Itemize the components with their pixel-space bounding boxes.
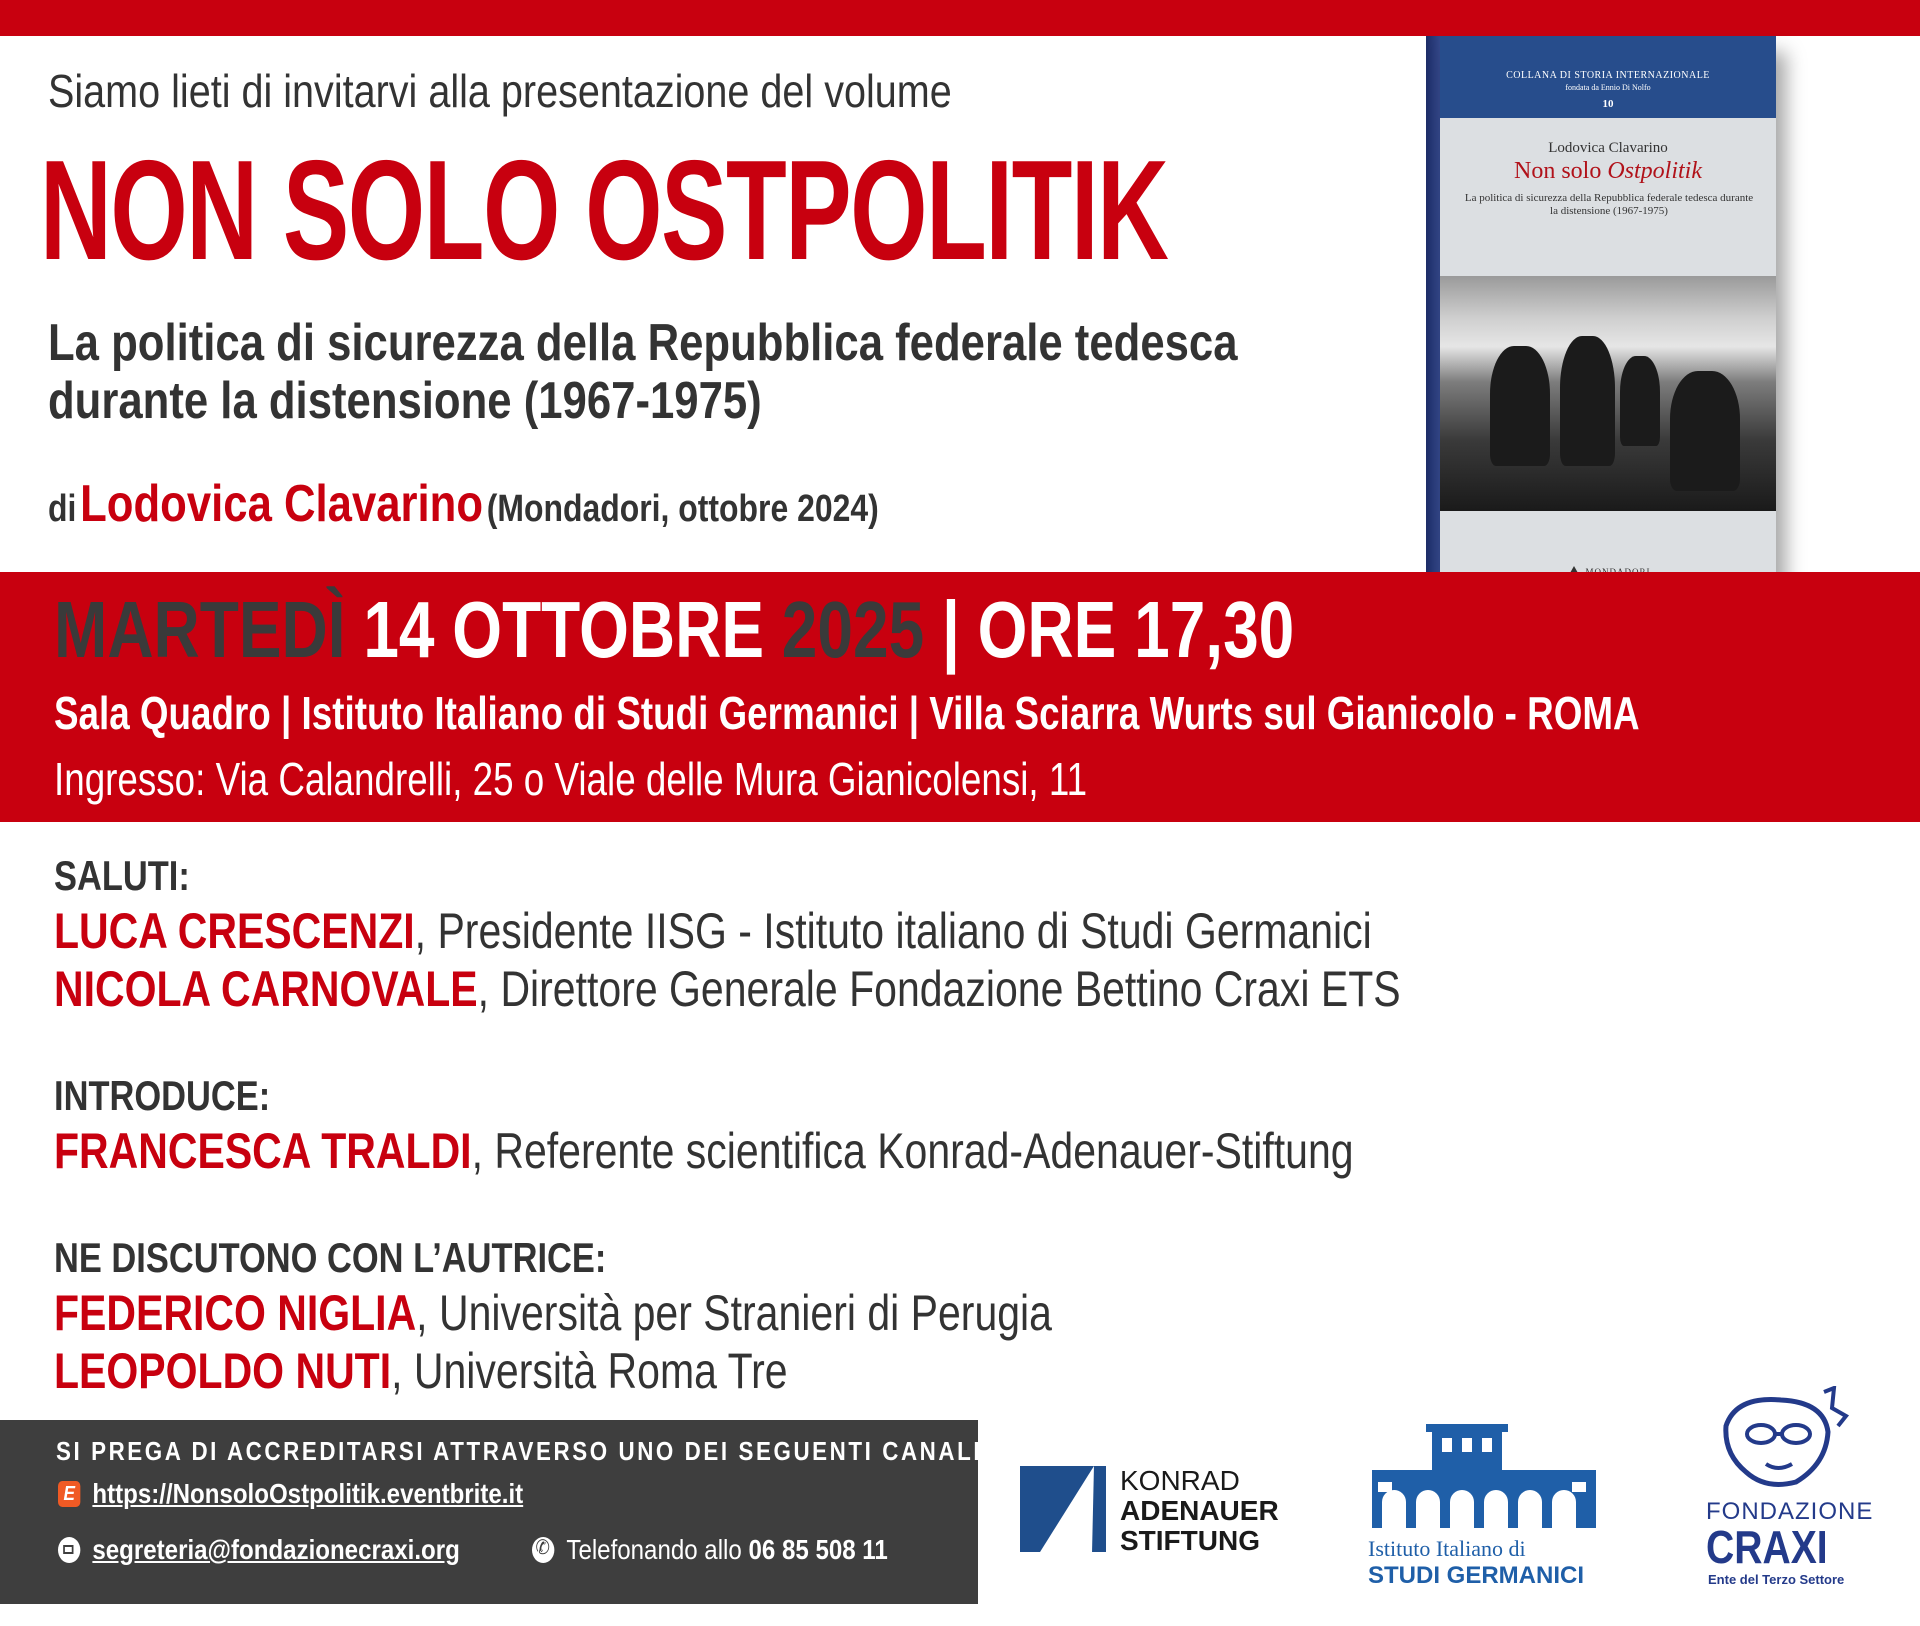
cover-title xyxy=(1440,158,1776,185)
book-spine xyxy=(1426,36,1440,624)
phone-label: Telefonando allo xyxy=(566,1534,742,1565)
top-red-bar xyxy=(0,0,1920,36)
subtitle-line-2: durante la distensione (1967-1975) xyxy=(48,372,762,430)
speaker-name: FEDERICO NIGLIA xyxy=(54,1285,417,1341)
speaker-role: , Direttore Generale Fondazione Bettino Craxi ETS xyxy=(477,961,1401,1017)
publisher-info: (Mondadori, ottobre 2024) xyxy=(486,488,879,530)
craxi-line-2: CRAXI xyxy=(1706,1521,1828,1573)
cover-series-band xyxy=(1440,36,1776,118)
cover-author: Lodovica Clavarino xyxy=(1548,140,1668,156)
cover-title-italic: Ostpolitik xyxy=(1607,158,1702,184)
byline xyxy=(48,474,879,534)
event-time: | ORE 17,30 xyxy=(941,585,1295,674)
book-cover xyxy=(1440,36,1776,624)
kas-mark-icon xyxy=(1020,1466,1106,1552)
kas-wordmark xyxy=(1120,1466,1279,1556)
speaker-name: FRANCESCA TRALDI xyxy=(54,1123,472,1179)
kas-line-1: KONRAD xyxy=(1120,1465,1240,1496)
phone-icon xyxy=(532,1537,554,1563)
book-title: NON SOLO OSTPOLITIK xyxy=(40,131,1168,290)
event-year: 2025 xyxy=(781,585,925,674)
intro-heading: INTRODUCE: xyxy=(54,1072,271,1119)
speaker-role: , Presidente IISG - Istituto italiano di Studi Germanici xyxy=(414,903,1372,959)
cover-number: 10 xyxy=(1602,98,1614,110)
registration-heading: SI PREGA DI ACCREDITARSI ATTRAVERSO UNO DEI SEGUENTI CANALI: xyxy=(56,1436,993,1466)
eventbrite-link[interactable]: https://NonsoloOstpolitik.eventbrite.it xyxy=(92,1478,524,1509)
event-day: MARTEDÌ xyxy=(54,585,346,674)
speaker xyxy=(54,960,1401,1018)
email-link[interactable]: segreteria@fondazionecraxi.org xyxy=(92,1534,460,1565)
iisg-line-2: STUDI GERMANICI xyxy=(1368,1562,1584,1589)
subtitle-line-1: La politica di sicurezza della Repubblica federale tedesca xyxy=(48,314,1238,372)
speaker-role: , Università Roma Tre xyxy=(391,1343,788,1399)
speaker xyxy=(54,1122,1401,1180)
konrad-adenauer-logo xyxy=(1020,1466,1300,1556)
discussants-heading: NE DISCUTONO CON L’AUTRICE: xyxy=(54,1234,607,1281)
speaker-role: , Università per Stranieri di Perugia xyxy=(416,1285,1052,1341)
villa-building-icon xyxy=(1372,1422,1596,1528)
invitation-intro: Siamo lieti di invitarvi alla presentazione del volume xyxy=(48,65,952,117)
fondazione-craxi-logo xyxy=(1700,1386,1874,1596)
speaker-name: LUCA CRESCENZI xyxy=(54,903,415,959)
event-entrance: Ingresso: Via Calandrelli, 25 o Viale delle Mura Gianicolensi, 11 xyxy=(54,753,1088,805)
phone-row xyxy=(532,1534,888,1566)
cover-series: COLLANA DI STORIA INTERNAZIONALE xyxy=(1506,70,1710,81)
event-datetime xyxy=(54,585,1295,674)
greetings-heading: SALUTI: xyxy=(54,852,190,899)
craxi-line-1: FONDAZIONE xyxy=(1706,1498,1874,1525)
cover-photo xyxy=(1440,276,1776,511)
email-row xyxy=(58,1534,460,1566)
iisg-logo xyxy=(1364,1422,1604,1592)
email-icon xyxy=(58,1537,80,1563)
speaker-name: NICOLA CARNOVALE xyxy=(54,961,478,1017)
cover-founder: fondata da Ennio Di Nolfo xyxy=(1565,83,1651,92)
event-venue: Sala Quadro | Istituto Italiano di Studi Germanici | Villa Sciarra Wurts sul Gianicolo - ROMA xyxy=(54,687,1640,739)
cover-title-plain: Non solo xyxy=(1513,158,1602,184)
phone-number[interactable]: 06 85 508 11 xyxy=(748,1534,888,1565)
kas-line-3: STIFTUNG xyxy=(1120,1525,1260,1556)
program xyxy=(54,850,1401,1400)
craxi-portrait-icon xyxy=(1706,1386,1856,1496)
speaker xyxy=(54,1284,1401,1342)
kas-line-2: ADENAUER xyxy=(1120,1495,1279,1526)
book-cover-image xyxy=(1426,36,1790,656)
speaker xyxy=(54,1342,1401,1400)
byline-by: di xyxy=(48,488,77,530)
author-name: Lodovica Clavarino xyxy=(80,475,484,533)
speaker-name: LEOPOLDO NUTI xyxy=(54,1343,392,1399)
eventbrite-row xyxy=(58,1478,523,1510)
cover-subtitle: La politica di sicurezza della Repubblica federale tedesca durante la distensione (1967-1975) xyxy=(1464,192,1754,217)
iisg-line-1: Istituto Italiano di xyxy=(1368,1536,1526,1561)
book-subtitle xyxy=(48,314,1237,430)
speaker xyxy=(54,902,1401,960)
speaker-role: , Referente scientifica Konrad-Adenauer-Stiftung xyxy=(471,1123,1354,1179)
craxi-line-3: Ente del Terzo Settore xyxy=(1708,1572,1845,1587)
event-date: 14 OTTOBRE xyxy=(363,585,765,674)
eventbrite-icon: E xyxy=(58,1481,80,1507)
